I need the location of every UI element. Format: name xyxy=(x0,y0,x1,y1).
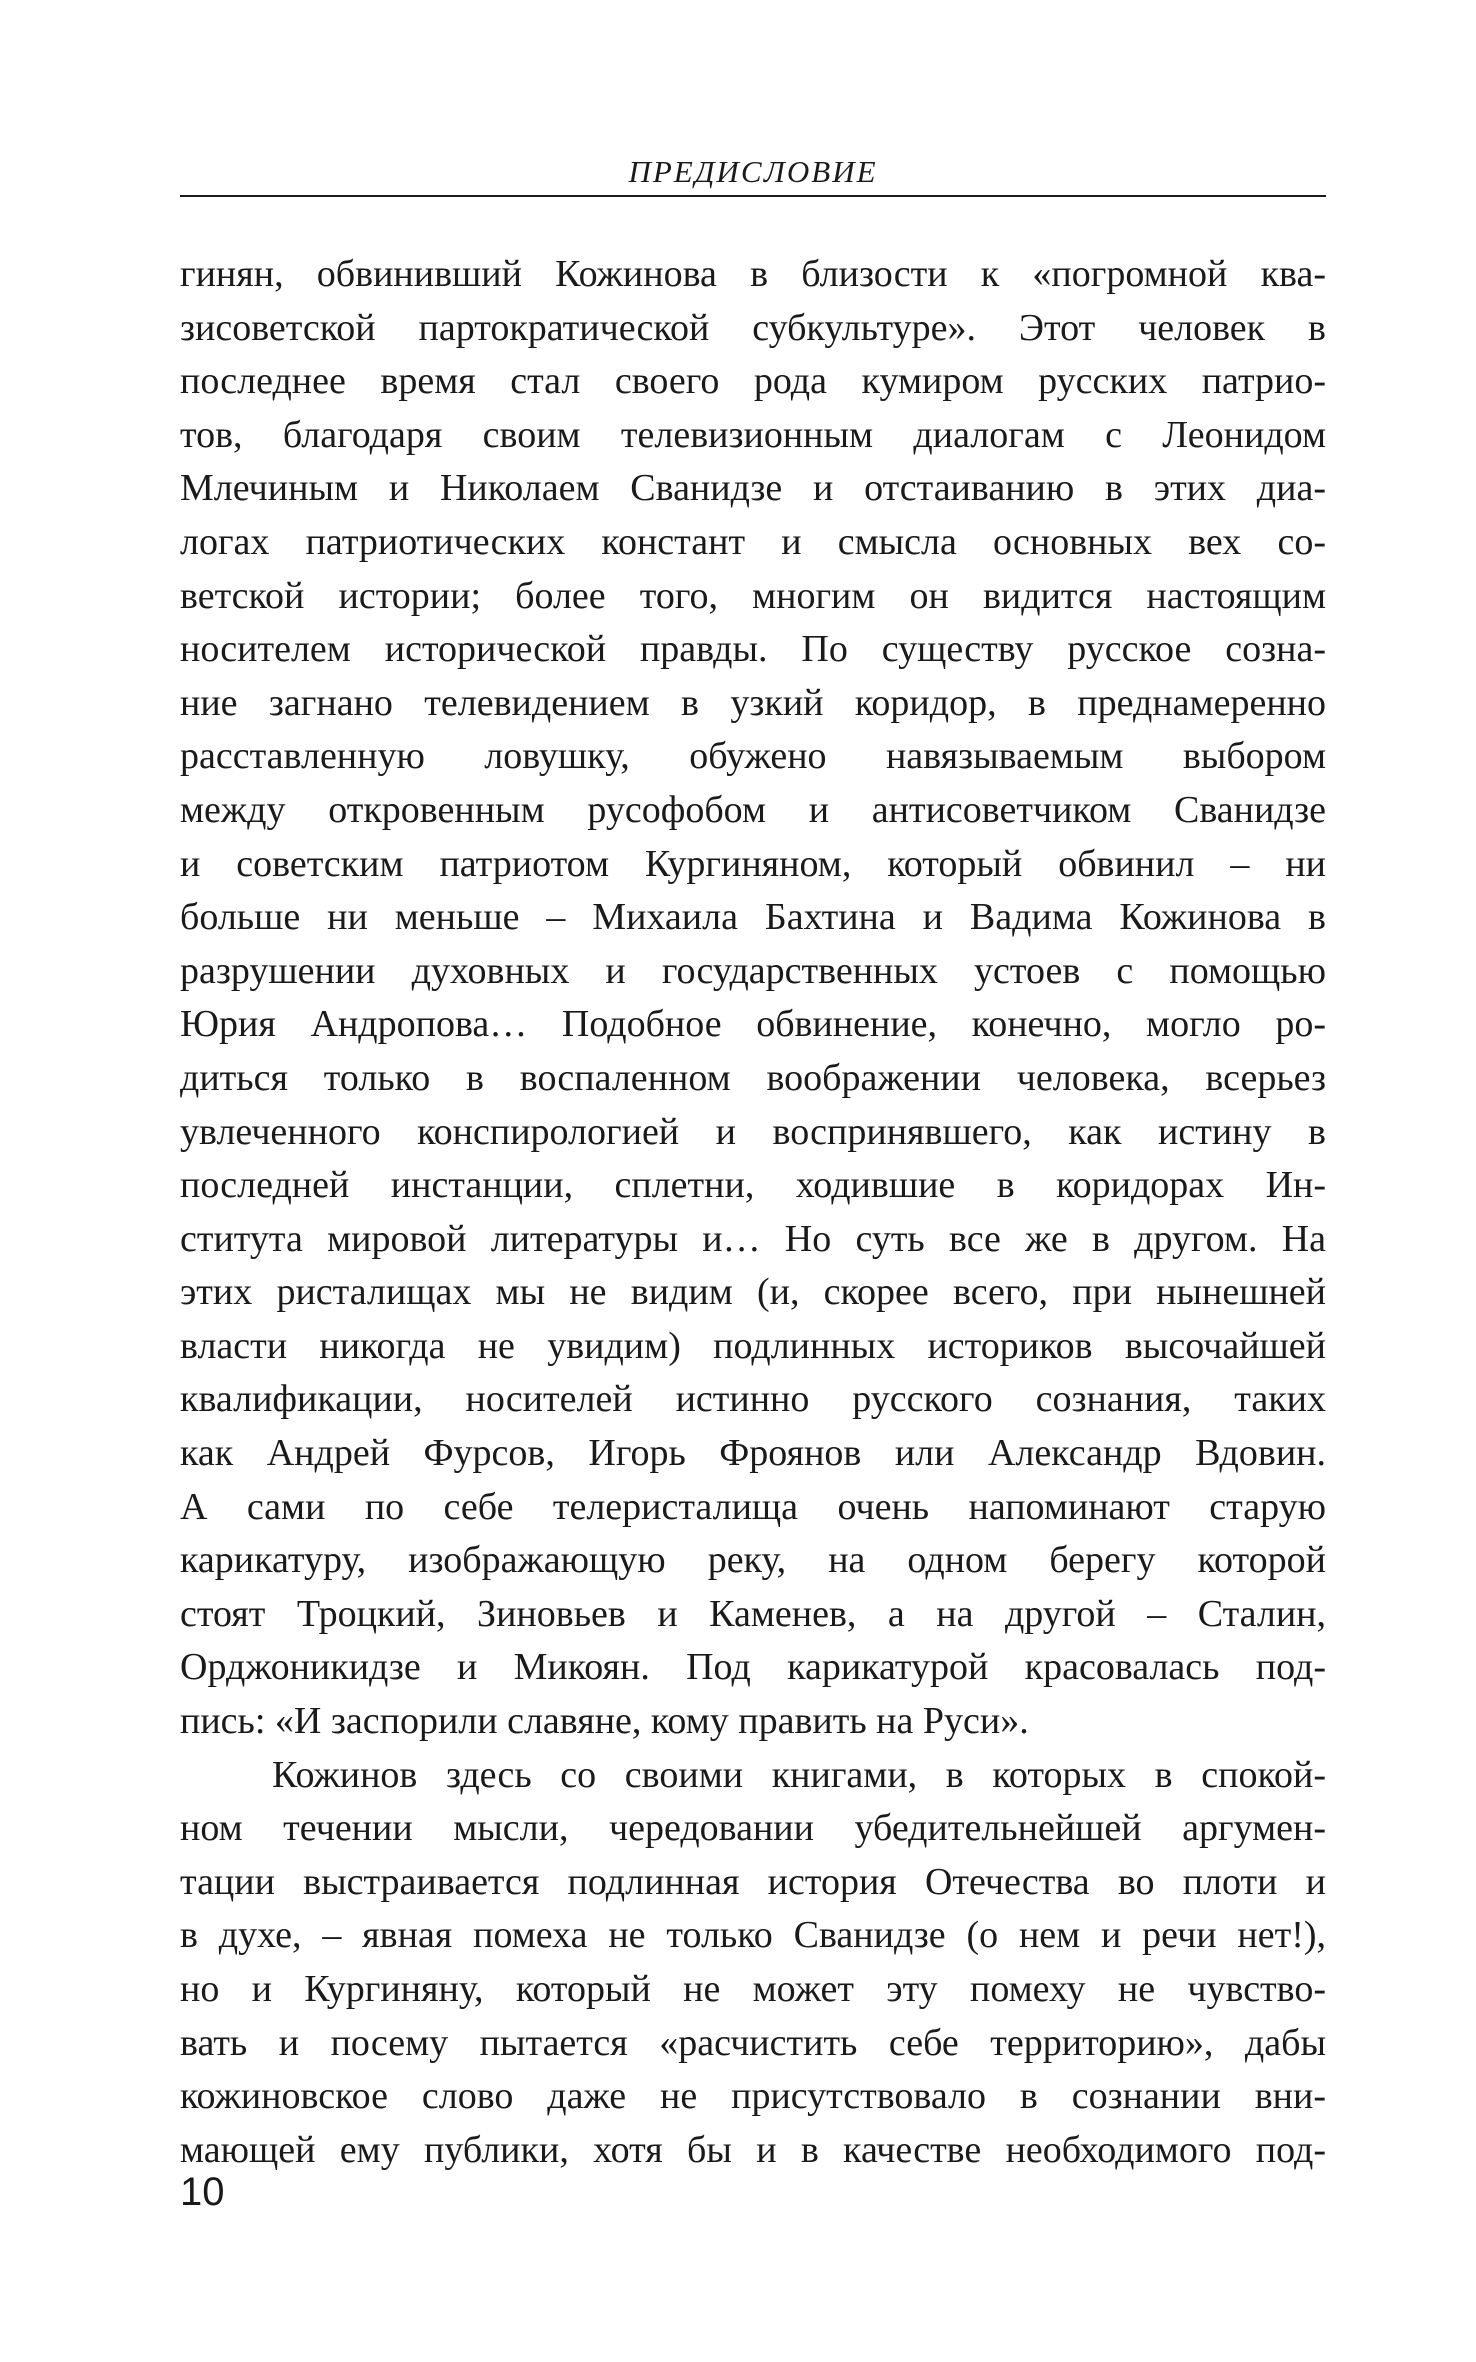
text-line: Юрия Андропова… Подобное обвинение, конечно, могло ро- xyxy=(180,1003,1326,1046)
text-line: пись: «И заспорили славяне, кому править на Руси». xyxy=(180,1700,1029,1743)
text-line: Млечиным и Николаем Сванидзе и отстаиванию в этих диа- xyxy=(180,467,1326,510)
text-line: диться только в воспаленном воображении человека, всерьез xyxy=(180,1056,1326,1099)
text-line: вать и посему пытается «расчистить себе территорию», дабы xyxy=(180,2021,1326,2064)
text-line: зисоветской партократической субкультуре». Этот человек в xyxy=(180,306,1326,349)
text-line: но и Кургиняну, который не может эту помеху не чувство- xyxy=(180,1968,1326,2010)
page-number: 10 xyxy=(180,2170,225,2214)
text-line: больше ни меньше – Михаила Бахтина и Вадима Кожинова в xyxy=(180,896,1326,939)
text-line: последней инстанции, сплетни, ходившие в коридорах Ин- xyxy=(180,1164,1326,1207)
text-line: кожиновское слово даже не присутствовало в сознании вни- xyxy=(180,2075,1326,2118)
text-line: увлеченного конспирологией и воспринявшего, как истину в xyxy=(180,1110,1326,1153)
text-line: ститута мировой литературы и… Но суть все же в другом. На xyxy=(180,1217,1326,1260)
text-line: ние загнано телевидением в узкий коридор, в преднамеренно xyxy=(180,681,1326,724)
text-line: логах патриотических констант и смысла основных вех со- xyxy=(180,520,1326,563)
text-line: разрушении духовных и государственных устоев с помощью xyxy=(180,949,1326,992)
text-line: как Андрей Фурсов, Игорь Фроянов или Александр Вдовин. xyxy=(180,1432,1326,1475)
text-line: расставленную ловушку, обужено навязываемым выбором xyxy=(180,735,1326,778)
text-line: в духе, – явная помеха не только Сванидзе (о нем и речи нет!), xyxy=(180,1914,1326,1957)
running-title: ПРЕДИСЛОВИЕ xyxy=(628,154,878,189)
text-line: тации выстраивается подлинная история Отечества во плоти и xyxy=(180,1860,1326,1903)
text-line: тов, благодаря своим телевизионным диалогам с Леонидом xyxy=(180,413,1326,456)
body-text xyxy=(180,248,1326,2177)
text-line: ном течении мысли, чередовании убедительнейшей аргумен- xyxy=(180,1807,1326,1850)
text-line: карикатуру, изображающую реку, на одном берегу которой xyxy=(180,1539,1326,1582)
text-line: А сами по себе телеристалища очень напоминают старую xyxy=(180,1485,1326,1528)
text-line: гинян, обвинивший Кожинова в близости к «погромной ква- xyxy=(180,253,1326,295)
text-line: власти никогда не увидим) подлинных историков высочайшей xyxy=(180,1324,1326,1367)
text-line: Орджоникидзе и Микоян. Под карикатурой красовалась под- xyxy=(180,1646,1326,1689)
text-line: Кожинов здесь со своими книгами, в которых в спокой- xyxy=(272,1753,1326,1796)
text-line: и советским патриотом Кургиняном, который обвинил – ни xyxy=(180,842,1326,885)
text-line: ветской истории; более того, многим он видится настоящим xyxy=(180,574,1326,617)
text-line: носителем исторической правды. По существу русское созна- xyxy=(180,628,1326,671)
header-rule xyxy=(180,195,1326,197)
text-line: между откровенным русофобом и антисоветчиком Сванидзе xyxy=(180,788,1326,831)
text-line: мающей ему публики, хотя бы и в качестве необходимого под- xyxy=(180,2128,1326,2171)
text-line: последнее время стал своего рода кумиром русских патрио- xyxy=(180,360,1326,403)
text-line: этих ристалищах мы не видим (и, скорее всего, при нынешней xyxy=(180,1271,1326,1314)
text-line: квалификации, носителей истинно русского сознания, таких xyxy=(180,1378,1326,1421)
text-line: стоят Троцкий, Зиновьев и Каменев, а на другой – Сталин, xyxy=(180,1592,1326,1635)
